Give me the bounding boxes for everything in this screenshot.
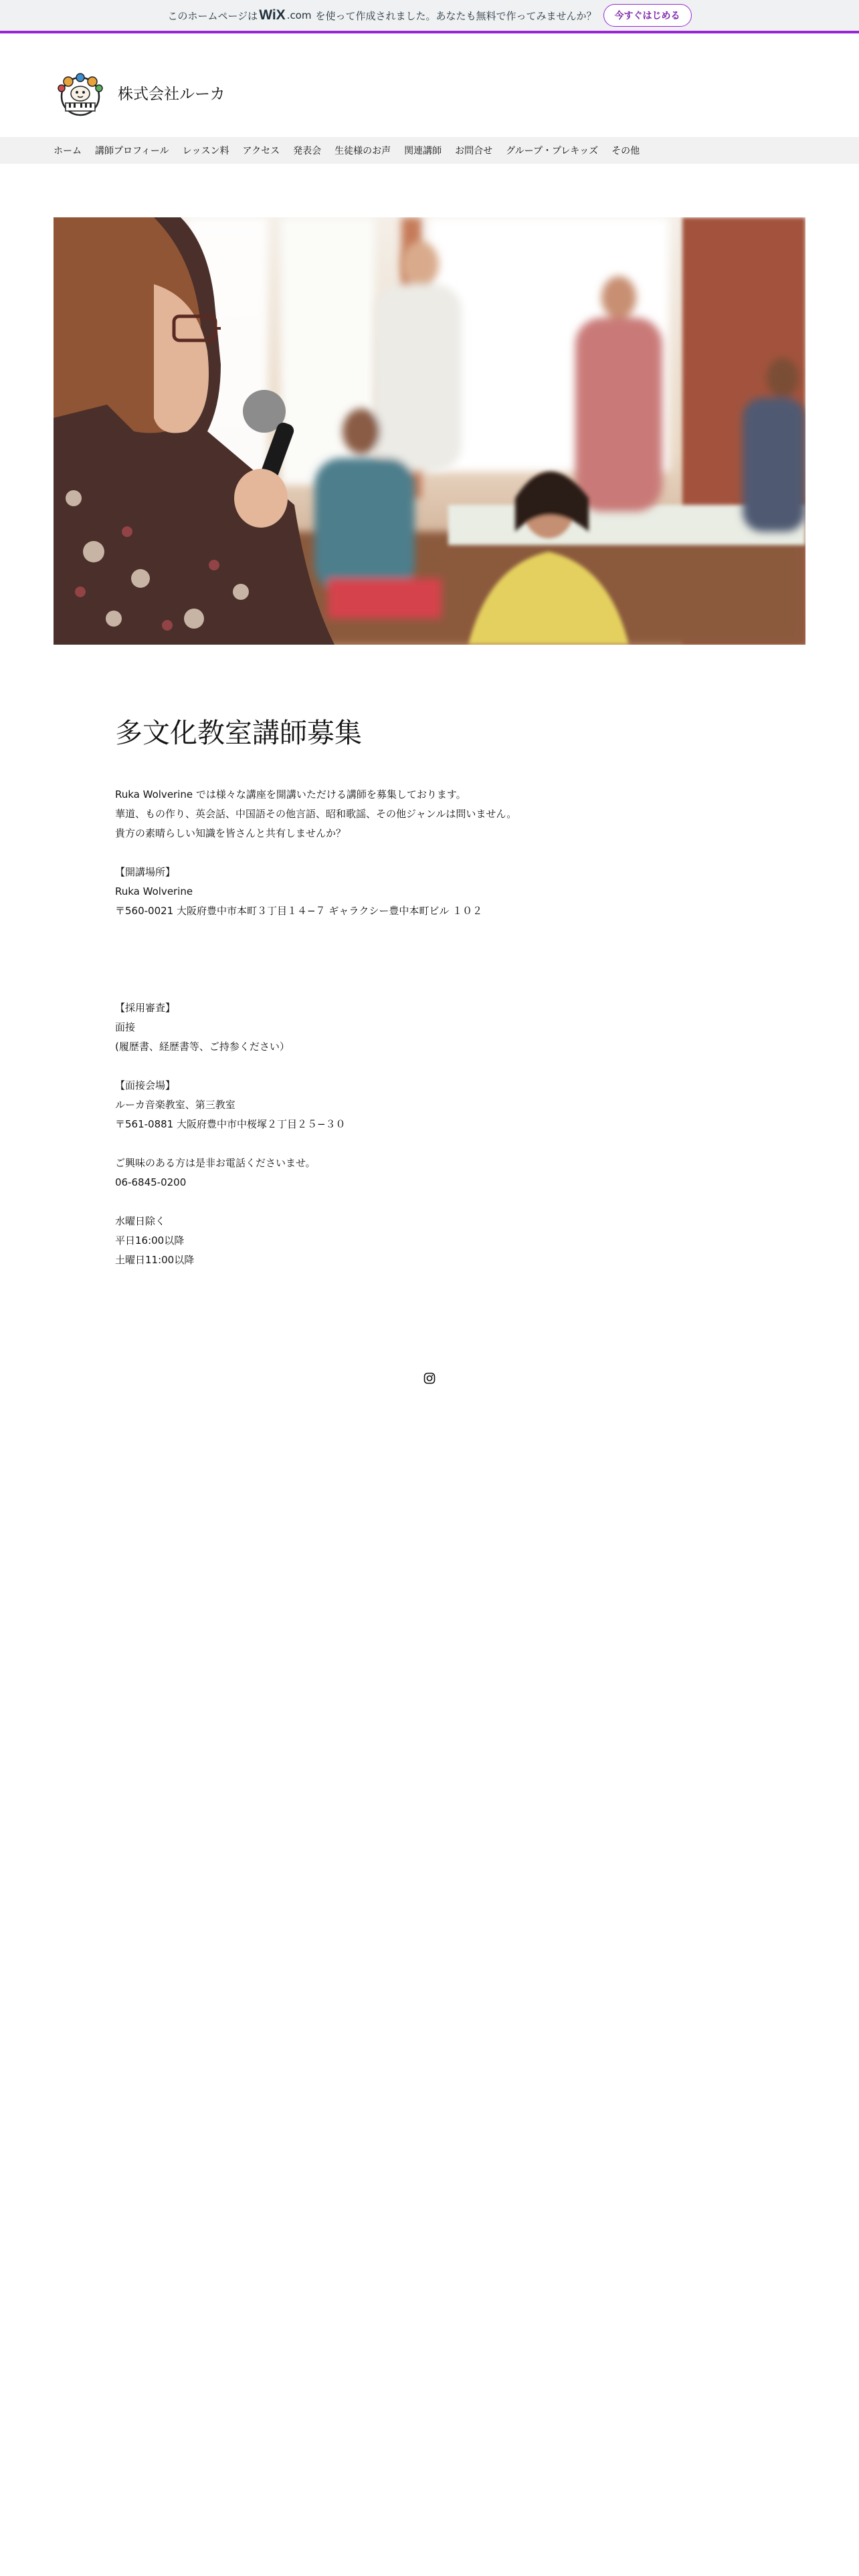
selection-method: 面接	[115, 1021, 136, 1033]
company-logo[interactable]	[54, 68, 107, 116]
nav-item-home[interactable]: ホーム	[54, 146, 82, 156]
venue-address: 〒560-0021 大阪府豊中市本町３丁目１４−７ ギャラクシー豊中本町ビル １０２	[115, 905, 483, 917]
nav-item-contact[interactable]: お問合せ	[455, 146, 493, 156]
hours-weekday: 平日16:00以降	[115, 1235, 185, 1247]
nav-item-student-voices[interactable]: 生徒様のお声	[335, 146, 391, 156]
hero-image	[54, 217, 805, 645]
intro-line: 貴方の素晴らしい知識を皆さんと共有しませんか？	[115, 827, 347, 839]
instagram-link[interactable]	[423, 1372, 436, 1384]
intro-line: Ruka Wolverine では様々な講座を開講いただける講師を募集しております。	[115, 788, 466, 800]
interview-venue: ルーカ音楽教室、第三教室	[115, 1099, 235, 1111]
wix-logo-suffix: .com	[286, 9, 312, 21]
interview-address: 〒561-0881 大阪府豊中市中桜塚２丁目２５−３０	[115, 1118, 346, 1130]
selection-note: (履歴書、経歴書等、ご持参ください）	[115, 1041, 290, 1053]
selection-heading: 【採用審査】	[115, 1002, 176, 1014]
hours-saturday: 土曜日11:00以降	[115, 1254, 195, 1266]
venue-heading: 【開講場所】	[115, 866, 176, 878]
start-now-button[interactable]: 今すぐはじめる	[603, 4, 692, 27]
wix-promo-banner	[0, 0, 859, 33]
lion-logo-icon	[54, 68, 107, 116]
phone-number[interactable]: 06-6845-0200	[115, 1176, 187, 1188]
nav-item-related-teachers[interactable]: 関連講師	[404, 146, 442, 156]
recruitment-section	[115, 713, 717, 1270]
company-name[interactable]: 株式会社ルーカ	[118, 86, 225, 103]
instagram-icon	[423, 1372, 436, 1384]
hours-closed: 水曜日除く	[115, 1215, 166, 1227]
nav-item-other[interactable]: その他	[611, 146, 640, 156]
main-navigation	[0, 137, 859, 164]
venue-name: Ruka Wolverine	[115, 885, 193, 897]
wix-banner-text-after: を使って作成されました。あなたも無料で作ってみませんか？	[315, 9, 597, 22]
nav-item-access[interactable]: アクセス	[242, 146, 280, 156]
intro-line: 華道、もの作り、英会話、中国語その他言語、昭和歌謡、その他ジャンルは問いません。	[115, 808, 517, 820]
nav-item-recital[interactable]: 発表会	[293, 146, 322, 156]
nav-item-lesson-fees[interactable]: レッスン料	[182, 146, 229, 156]
speaker-audience-photo	[54, 217, 805, 645]
wix-banner-text-before: このホームページは	[167, 9, 258, 22]
interview-heading: 【面接会場】	[115, 1079, 176, 1091]
page-title: 多文化教室講師募集	[115, 717, 362, 749]
nav-item-teacher-profile[interactable]: 講師プロフィール	[95, 146, 169, 156]
wix-logo[interactable]: WiX	[259, 7, 286, 23]
nav-item-group-prekids[interactable]: グループ・プレキッズ	[506, 146, 599, 156]
contact-text: ご興味のある方は是非お電話くださいませ。	[115, 1157, 316, 1169]
